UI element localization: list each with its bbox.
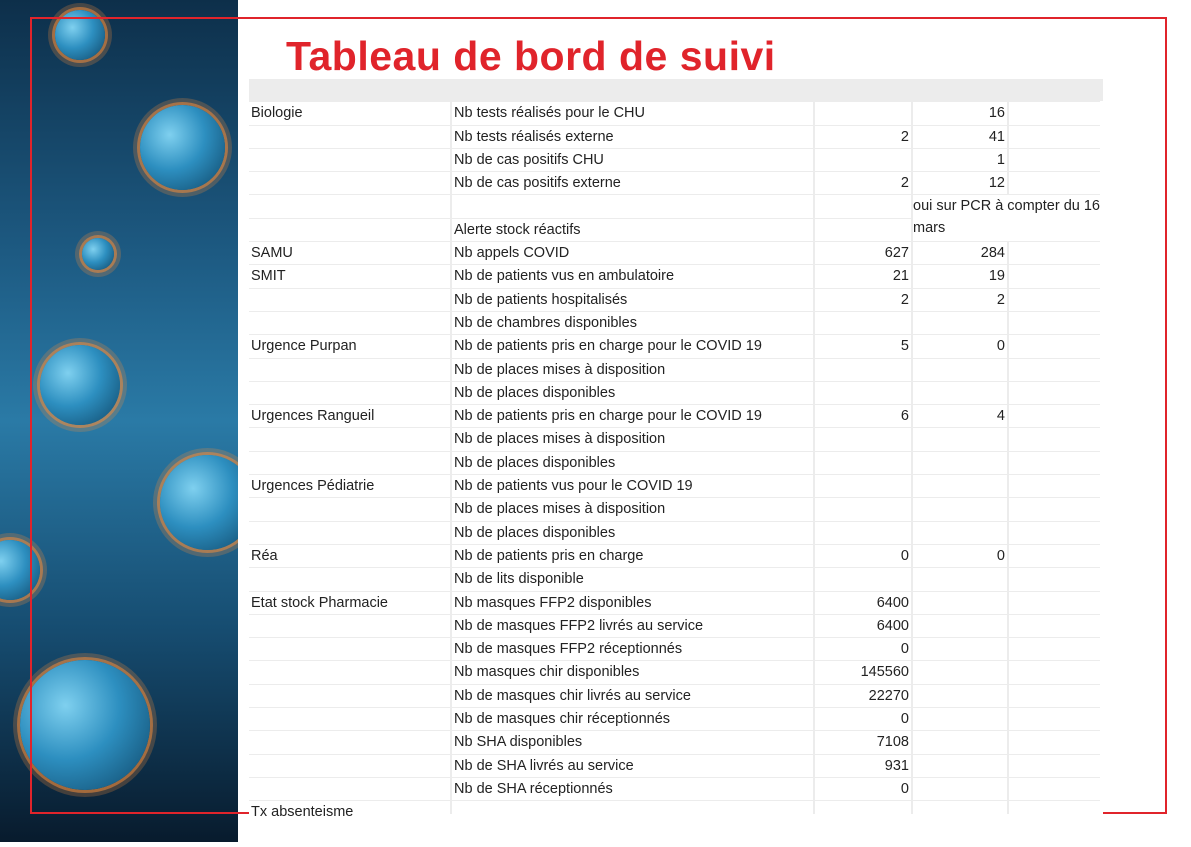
note-cell: oui sur PCR à compter du 16 mars bbox=[913, 195, 1103, 241]
indicator-cell: Nb appels COVID bbox=[452, 242, 813, 264]
category-cell bbox=[249, 382, 450, 404]
category-cell: Etat stock Pharmacie bbox=[249, 592, 450, 614]
indicator-cell: Nb de places disponibles bbox=[452, 522, 813, 544]
value-cell-date-1: 5 bbox=[815, 335, 911, 357]
empty-cell bbox=[1009, 498, 1103, 520]
category-cell bbox=[249, 428, 450, 450]
value-cell-date-1 bbox=[815, 498, 911, 520]
empty-cell bbox=[1009, 126, 1103, 148]
value-cell-date-1 bbox=[815, 452, 911, 474]
empty-cell bbox=[1009, 242, 1103, 264]
category-cell bbox=[249, 615, 450, 637]
value-cell-date-2: 0 bbox=[913, 335, 1007, 357]
empty-cell bbox=[1009, 661, 1103, 683]
value-cell-date-2: 1 bbox=[913, 149, 1007, 171]
value-cell-date-1: 0 bbox=[815, 638, 911, 660]
table-header-cell bbox=[1009, 79, 1103, 101]
value-cell-date-2 bbox=[913, 755, 1007, 777]
empty-cell bbox=[1009, 731, 1103, 753]
category-cell bbox=[249, 685, 450, 707]
value-cell-date-1 bbox=[815, 382, 911, 404]
category-cell: Urgences Pédiatrie bbox=[249, 475, 450, 497]
category-cell bbox=[249, 289, 450, 311]
value-cell-date-1: 6400 bbox=[815, 615, 911, 637]
indicator-cell: Nb de chambres disponibles bbox=[452, 312, 813, 334]
indicator-cell: Nb de SHA livrés au service bbox=[452, 755, 813, 777]
table-header-cell bbox=[913, 79, 1007, 101]
value-cell-date-1 bbox=[815, 102, 911, 124]
empty-cell bbox=[1009, 289, 1103, 311]
value-cell-date-2 bbox=[913, 638, 1007, 660]
category-cell: Urgence Purpan bbox=[249, 335, 450, 357]
empty-cell bbox=[1009, 359, 1103, 381]
empty-cell bbox=[1009, 475, 1103, 497]
indicator-cell: Nb de lits disponible bbox=[452, 568, 813, 590]
value-cell-date-1: 6 bbox=[815, 405, 911, 427]
value-cell-date-2 bbox=[913, 498, 1007, 520]
indicator-cell: Nb de patients pris en charge pour le COVID 19 bbox=[452, 335, 813, 357]
value-cell-date-2 bbox=[913, 592, 1007, 614]
indicator-cell: Nb de cas positifs externe bbox=[452, 172, 813, 194]
value-cell-date-2: 16 bbox=[913, 102, 1007, 124]
indicator-cell: Nb masques FFP2 disponibles bbox=[452, 592, 813, 614]
category-cell bbox=[249, 708, 450, 730]
value-cell-date-1: 0 bbox=[815, 708, 911, 730]
category-cell bbox=[249, 661, 450, 683]
category-cell bbox=[249, 731, 450, 753]
category-cell bbox=[249, 172, 450, 194]
category-cell: SAMU bbox=[249, 242, 450, 264]
value-cell-date-1: 6400 bbox=[815, 592, 911, 614]
empty-cell bbox=[1009, 335, 1103, 357]
empty-cell bbox=[1009, 382, 1103, 404]
indicator-cell: Nb de patients pris en charge pour le COVID 19 bbox=[452, 405, 813, 427]
empty-cell bbox=[1009, 545, 1103, 567]
value-cell-date-1 bbox=[815, 359, 911, 381]
category-cell: Urgences Rangueil bbox=[249, 405, 450, 427]
empty-cell bbox=[1009, 801, 1103, 823]
value-cell-date-2 bbox=[913, 778, 1007, 800]
category-cell bbox=[249, 522, 450, 544]
empty-cell bbox=[1009, 638, 1103, 660]
empty-cell bbox=[1009, 428, 1103, 450]
category-cell bbox=[249, 568, 450, 590]
indicator-cell: Alerte stock réactifs bbox=[452, 219, 813, 241]
indicator-cell bbox=[452, 195, 813, 217]
indicator-cell: Nb SHA disponibles bbox=[452, 731, 813, 753]
page-title: Tableau de bord de suivi bbox=[286, 33, 776, 79]
indicator-cell: Nb de masques FFP2 réceptionnés bbox=[452, 638, 813, 660]
indicator-cell: Nb de places mises à disposition bbox=[452, 359, 813, 381]
value-cell-date-1: 145560 bbox=[815, 661, 911, 683]
table-header-cell bbox=[452, 79, 813, 101]
value-cell-date-2 bbox=[913, 661, 1007, 683]
category-cell bbox=[249, 195, 450, 217]
category-cell bbox=[249, 149, 450, 171]
value-cell-date-2 bbox=[913, 685, 1007, 707]
value-cell-date-1 bbox=[815, 428, 911, 450]
table-header-cell bbox=[815, 79, 911, 101]
indicator-cell: Nb de patients hospitalisés bbox=[452, 289, 813, 311]
dashboard-table bbox=[249, 79, 1100, 821]
value-cell-date-2: 19 bbox=[913, 265, 1007, 287]
value-cell-date-1 bbox=[815, 312, 911, 334]
value-cell-date-1 bbox=[815, 195, 911, 217]
indicator-cell: Nb de places mises à disposition bbox=[452, 428, 813, 450]
value-cell-date-2 bbox=[913, 452, 1007, 474]
empty-cell bbox=[1009, 825, 1103, 847]
indicator-cell: Nb de places mises à disposition bbox=[452, 498, 813, 520]
category-cell bbox=[249, 755, 450, 777]
empty-cell bbox=[1009, 592, 1103, 614]
value-cell-date-2 bbox=[913, 801, 1007, 823]
value-cell-date-2: 2 bbox=[913, 289, 1007, 311]
value-cell-date-2 bbox=[913, 731, 1007, 753]
empty-cell bbox=[1009, 265, 1103, 287]
value-cell-date-1: 2 bbox=[815, 289, 911, 311]
indicator-cell: Nb de masques chir livrés au service bbox=[452, 685, 813, 707]
indicator-cell: Nb masques chir disponibles bbox=[452, 661, 813, 683]
value-cell-date-2: 4 bbox=[913, 405, 1007, 427]
value-cell-date-2 bbox=[913, 312, 1007, 334]
value-cell-date-1 bbox=[815, 825, 911, 847]
value-cell-date-2: 12 bbox=[913, 172, 1007, 194]
value-cell-date-1 bbox=[815, 522, 911, 544]
empty-cell bbox=[1009, 405, 1103, 427]
empty-cell bbox=[1009, 172, 1103, 194]
indicator-cell: Nb tests réalisés externe bbox=[452, 126, 813, 148]
indicator-cell: Nb de masques chir réceptionnés bbox=[452, 708, 813, 730]
value-cell-date-2 bbox=[913, 615, 1007, 637]
indicator-cell: Nb tests réalisés pour le CHU bbox=[452, 102, 813, 124]
empty-cell bbox=[1009, 312, 1103, 334]
value-cell-date-2 bbox=[913, 708, 1007, 730]
value-cell-date-1: 2 bbox=[815, 172, 911, 194]
indicator-cell: Nb de patients pris en charge bbox=[452, 545, 813, 567]
value-cell-date-1: 627 bbox=[815, 242, 911, 264]
indicator-cell bbox=[452, 825, 813, 847]
empty-cell bbox=[1009, 568, 1103, 590]
value-cell-date-1: 7108 bbox=[815, 731, 911, 753]
empty-cell bbox=[1009, 778, 1103, 800]
category-cell bbox=[249, 219, 450, 241]
value-cell-date-2 bbox=[913, 568, 1007, 590]
category-cell: Tx absenteisme bbox=[249, 801, 450, 823]
empty-cell bbox=[1009, 685, 1103, 707]
indicator-cell: Nb de masques FFP2 livrés au service bbox=[452, 615, 813, 637]
value-cell-date-1 bbox=[815, 219, 911, 241]
indicator-cell: Nb de patients vus pour le COVID 19 bbox=[452, 475, 813, 497]
value-cell-date-1: 2 bbox=[815, 126, 911, 148]
empty-cell bbox=[1009, 452, 1103, 474]
indicator-cell: Nb de places disponibles bbox=[452, 382, 813, 404]
value-cell-date-2 bbox=[913, 522, 1007, 544]
value-cell-date-2: 284 bbox=[913, 242, 1007, 264]
category-cell bbox=[249, 359, 450, 381]
category-cell bbox=[249, 638, 450, 660]
value-cell-date-1 bbox=[815, 475, 911, 497]
value-cell-date-2 bbox=[913, 825, 1007, 847]
empty-cell bbox=[1009, 615, 1103, 637]
indicator-cell bbox=[452, 801, 813, 823]
indicator-cell: Nb de patients vus en ambulatoire bbox=[452, 265, 813, 287]
value-cell-date-2: 41 bbox=[913, 126, 1007, 148]
empty-cell bbox=[1009, 755, 1103, 777]
category-cell: Biologie bbox=[249, 102, 450, 124]
value-cell-date-2 bbox=[913, 428, 1007, 450]
indicator-cell: Nb de cas positifs CHU bbox=[452, 149, 813, 171]
value-cell-date-1: 0 bbox=[815, 545, 911, 567]
value-cell-date-2 bbox=[913, 359, 1007, 381]
value-cell-date-2: 0 bbox=[913, 545, 1007, 567]
empty-cell bbox=[1009, 708, 1103, 730]
value-cell-date-1: 0 bbox=[815, 778, 911, 800]
value-cell-date-1: 22270 bbox=[815, 685, 911, 707]
category-cell bbox=[249, 498, 450, 520]
value-cell-date-1: 21 bbox=[815, 265, 911, 287]
value-cell-date-1: 931 bbox=[815, 755, 911, 777]
category-cell: SMIT bbox=[249, 265, 450, 287]
value-cell-date-2 bbox=[913, 382, 1007, 404]
category-cell bbox=[249, 312, 450, 334]
value-cell-date-1 bbox=[815, 568, 911, 590]
indicator-cell: Nb de SHA réceptionnés bbox=[452, 778, 813, 800]
empty-cell bbox=[1009, 522, 1103, 544]
value-cell-date-1 bbox=[815, 801, 911, 823]
indicator-cell: Nb de places disponibles bbox=[452, 452, 813, 474]
category-cell bbox=[249, 452, 450, 474]
category-cell bbox=[249, 126, 450, 148]
category-cell bbox=[249, 825, 450, 847]
category-cell bbox=[249, 778, 450, 800]
table-header-cell bbox=[249, 79, 450, 101]
value-cell-date-2 bbox=[913, 475, 1007, 497]
empty-cell bbox=[1009, 102, 1103, 124]
category-cell: Réa bbox=[249, 545, 450, 567]
empty-cell bbox=[1009, 149, 1103, 171]
value-cell-date-1 bbox=[815, 149, 911, 171]
